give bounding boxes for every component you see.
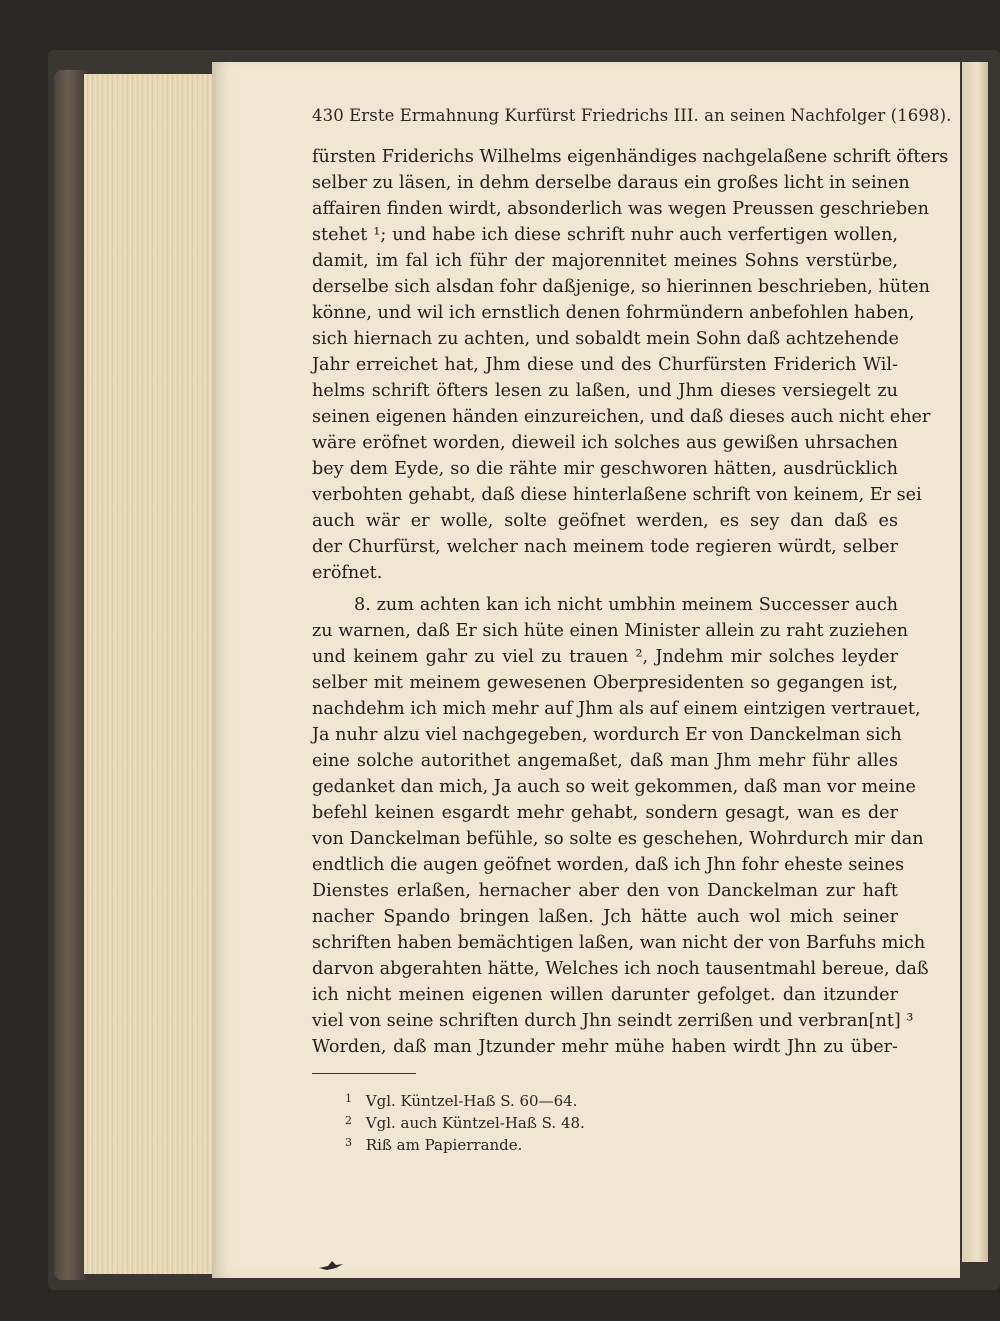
text-line: affairen finden wirdt, absonderlich was wegen Preussen geschrieben xyxy=(312,199,929,219)
footnote-text: Vgl. Küntzel-Haß S. 60—64. xyxy=(365,1092,578,1110)
text-line: Dienstes erlaßen, hernacher aber den von Danckelman zur haft xyxy=(312,881,898,901)
text-line: eröfnet. xyxy=(312,563,383,583)
text-line: zu warnen, daß Er sich hüte einen Minister allein zu raht zuziehen xyxy=(312,621,909,641)
text-line: 8. zum achten kan ich nicht umbhin meinem Successer auch xyxy=(354,595,898,615)
text-line: ich nicht meinen eigenen willen darunter gefolget. dan itzunder xyxy=(312,985,898,1005)
footnote xyxy=(345,1112,745,1134)
text-line: selber mit meinem gewesenen Oberpresidenten so gegangen ist, xyxy=(312,673,898,693)
footnote xyxy=(345,1134,745,1156)
text-line: eine solche autorithet angemaßet, daß man Jhm mehr führ alles xyxy=(312,751,898,771)
text-line: Worden, daß man Jtzunder mehr mühe haben wirdt Jhn zu über- xyxy=(312,1037,898,1057)
text-line: endtlich die augen geöfnet worden, daß ich Jhn fohr eheste seines xyxy=(312,855,905,875)
text-line: schriften haben bemächtigen laßen, wan nicht der von Barfuhs mich xyxy=(312,933,926,953)
facing-page-edge xyxy=(962,62,988,1262)
footnote-text: Vgl. auch Küntzel-Haß S. 48. xyxy=(365,1114,585,1132)
text-line: selber zu läsen, in dehm derselbe daraus ein großes licht in seinen xyxy=(312,173,910,193)
text-line: befehl keinen esgardt mehr gehabt, sondern gesagt, wan es der xyxy=(312,803,898,823)
text-line: viel von seine schriften durch Jhn seindt zerrißen und verbran[nt] ³ xyxy=(312,1011,914,1031)
text-line: derselbe sich alsdan fohr daßjenige, so hierinnen beschrieben, hüten xyxy=(312,277,930,297)
text-line: stehet ¹; und habe ich diese schrift nuhr auch verfertigen wollen, xyxy=(312,225,898,245)
footnote-number: 1 xyxy=(345,1092,352,1105)
text-line: von Danckelman befühle, so solte es geschehen, Wohrdurch mir dan xyxy=(312,829,924,849)
text-line: sich hiernach zu achten, und sobaldt mein Sohn daß achtzehende xyxy=(312,329,899,349)
text-line: darvon abgerahten hätte, Welches ich noch tausentmahl bereue, daß xyxy=(312,959,929,979)
text-line: auch wär er wolle, solte geöfnet werden, es sey dan daß es xyxy=(312,511,898,531)
text-line: Ja nuhr alzu viel nachgegeben, wordurch Er von Danckelman sich xyxy=(312,725,902,745)
text-line: seinen eigenen händen einzureichen, und daß dieses auch nicht eher xyxy=(312,407,931,427)
text-line: nacher Spando bringen laßen. Jch hätte auch wol mich seiner xyxy=(312,907,898,927)
text-line: fürsten Friderichs Wilhelms eigenhändiges nachgelaßene schrift öfters xyxy=(312,147,949,167)
book-spine-edge xyxy=(54,70,88,1280)
paragraph-1 xyxy=(312,144,949,586)
footnote-number: 3 xyxy=(345,1136,352,1149)
footnote xyxy=(345,1090,745,1112)
running-head: 430 Erste Ermahnung Kurfürst Friedrichs III. an seinen Nachfolger (1698). xyxy=(312,106,952,125)
footnote-divider xyxy=(312,1073,416,1074)
footnotes xyxy=(345,1090,745,1156)
footnote-number: 2 xyxy=(345,1114,352,1127)
text-line: Jahr erreichet hat, Jhm diese und des Churfürsten Friderich Wil- xyxy=(312,355,898,375)
text-line: der Churfürst, welcher nach meinem tode regieren würdt, selber xyxy=(312,537,898,557)
text-line: könne, und wil ich ernstlich denen fohrmündern anbefohlen haben, xyxy=(312,303,915,323)
paragraph-2 xyxy=(312,592,929,1060)
page-stack-edge xyxy=(84,74,213,1274)
body-text xyxy=(312,144,949,1060)
text-line: helms schrift öfters lesen zu laßen, und Jhm dieses versiegelt zu xyxy=(312,381,898,401)
text-line: bey dem Eyde, so die rähte mir geschworen hätten, ausdrücklich xyxy=(312,459,898,479)
text-line: gedanket dan mich, Ja auch so weit gekommen, daß man vor meine xyxy=(312,777,916,797)
ink-smudge xyxy=(318,1258,344,1272)
text-line: und keinem gahr zu viel zu trauen ², Jndehm mir solches leyder xyxy=(312,647,898,667)
footnote-text: Riß am Papierrande. xyxy=(365,1136,523,1154)
text-line: verbohten gehabt, daß diese hinterlaßene schrift von keinem, Er sei xyxy=(312,485,922,505)
text-line: damit, im fal ich führ der majorennitet meines Sohns verstürbe, xyxy=(312,251,898,271)
text-line: wäre eröfnet worden, dieweil ich solches aus gewißen uhrsachen xyxy=(312,433,898,453)
text-line: nachdehm ich mich mehr auf Jhm als auf einem eintzigen vertrauet, xyxy=(312,699,921,719)
